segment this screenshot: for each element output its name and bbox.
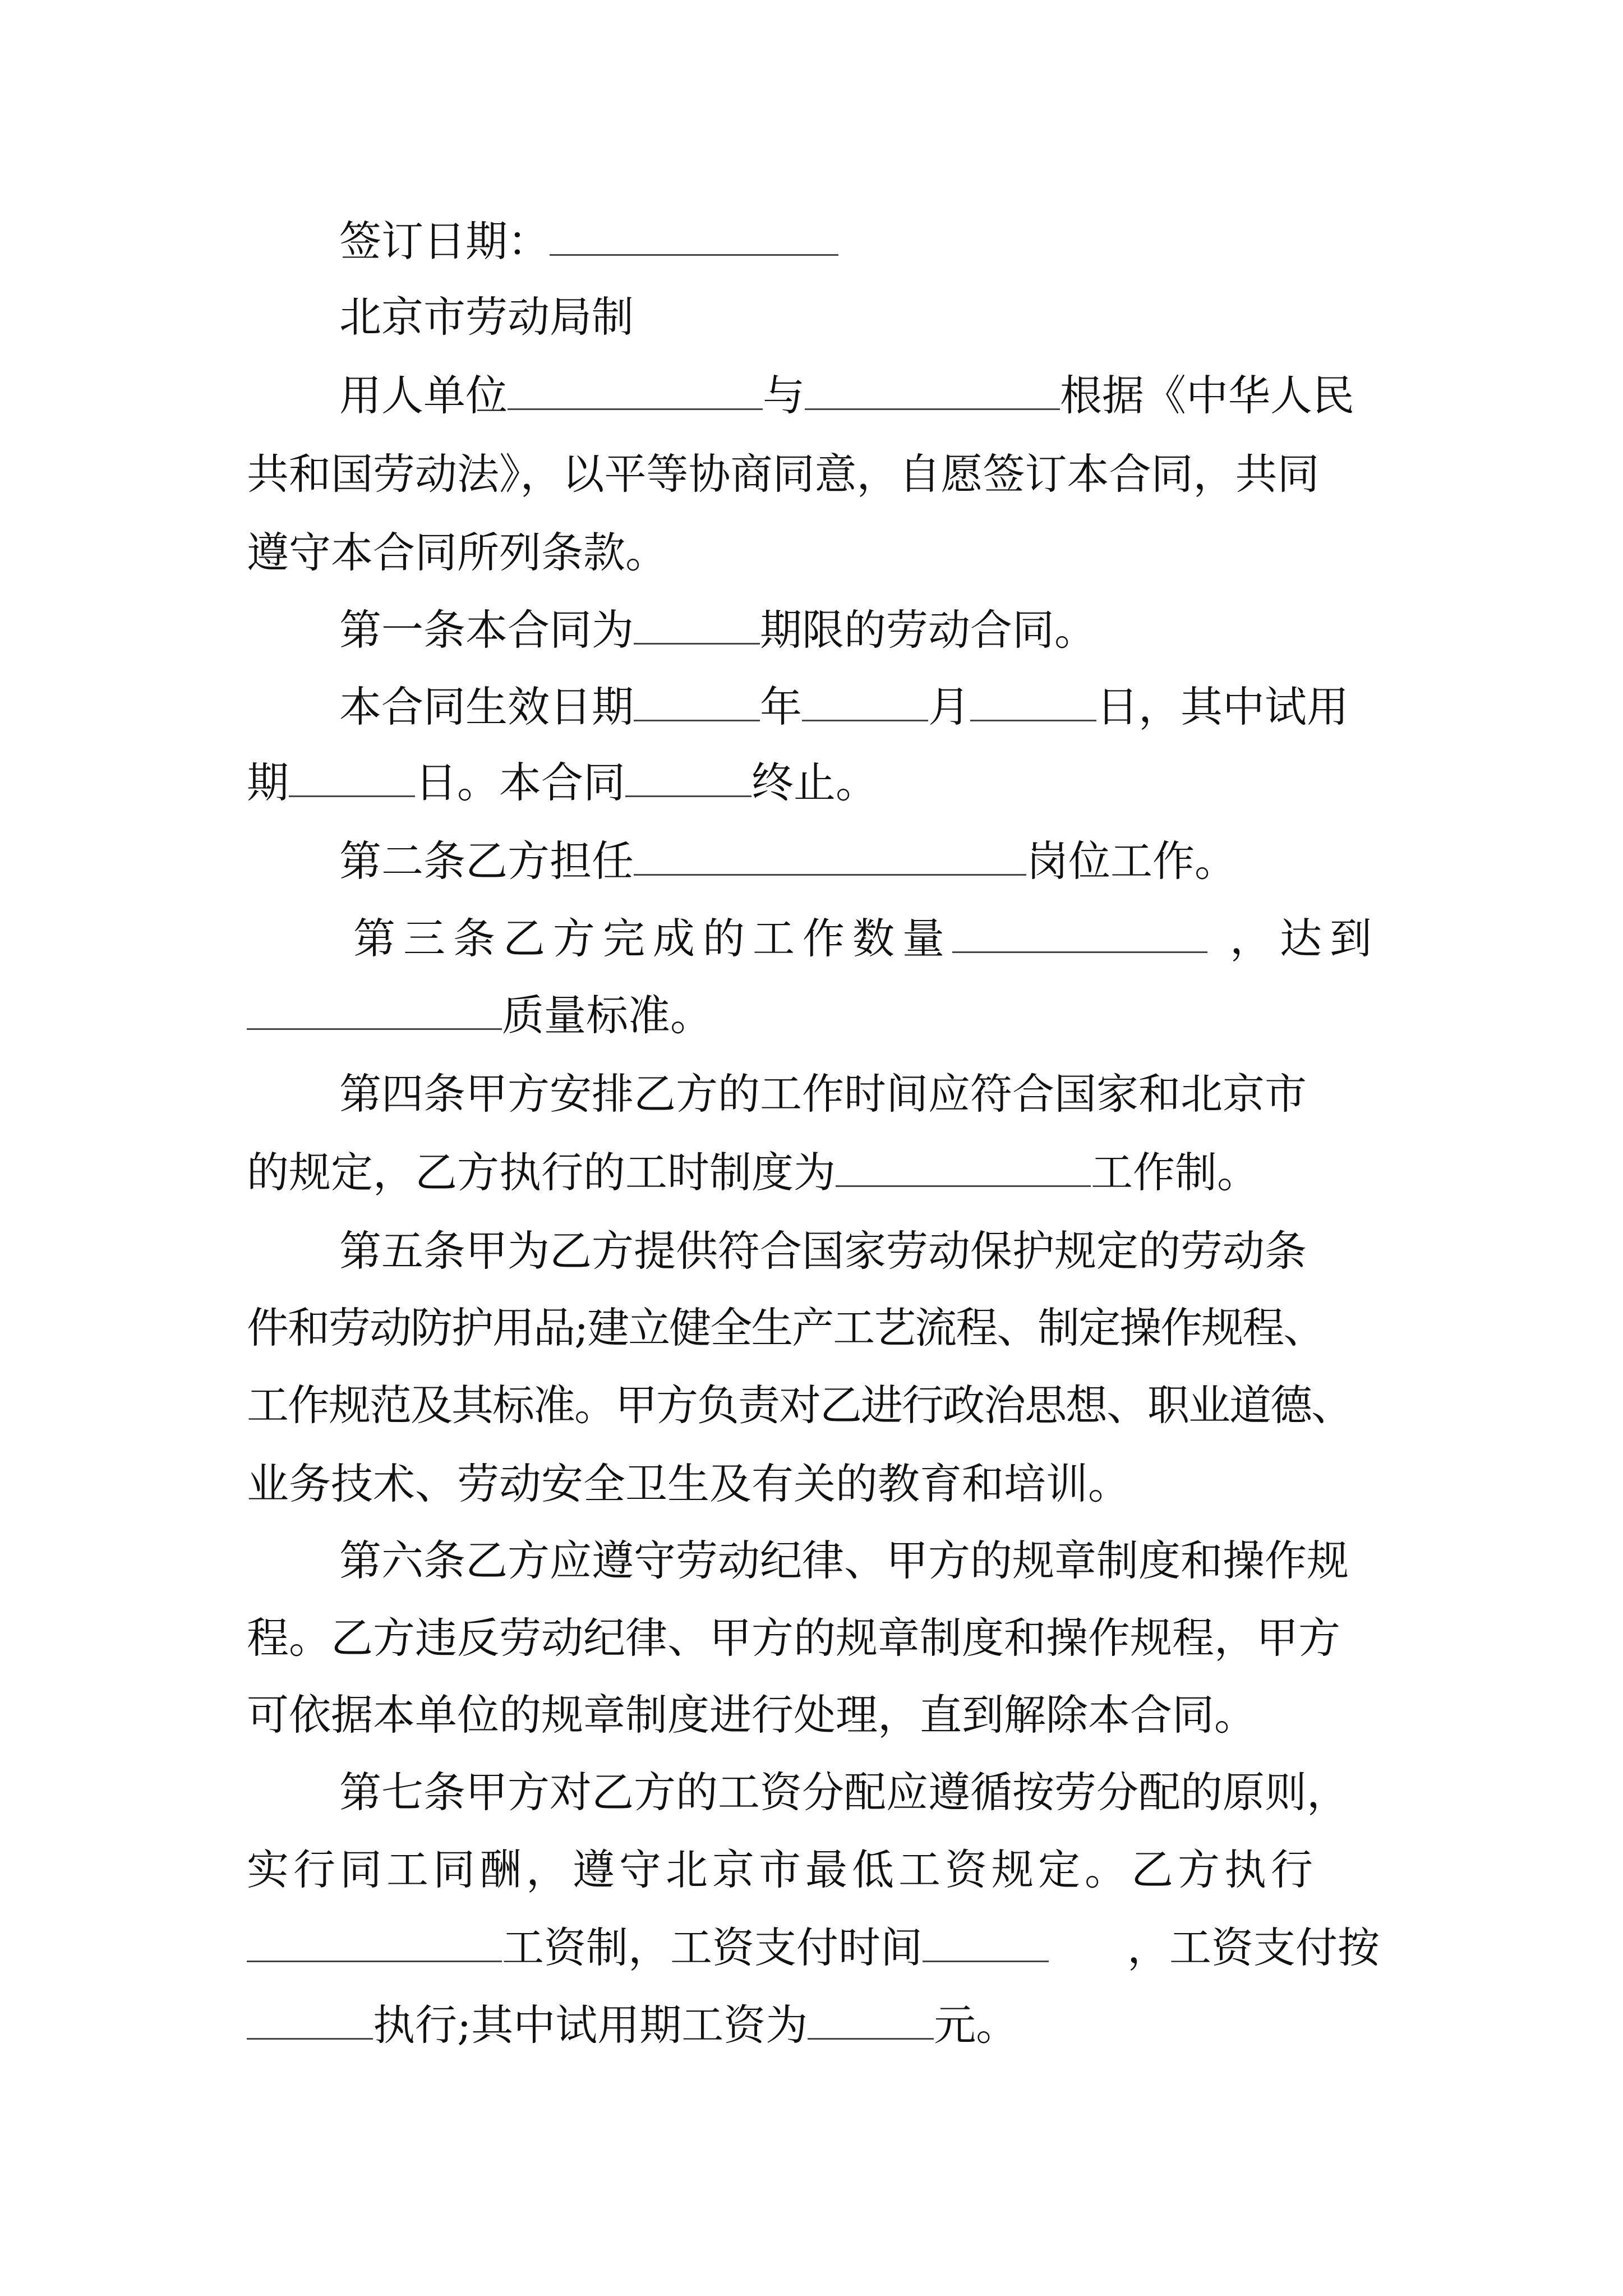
- work-quantity-blank[interactable]: [952, 915, 1207, 953]
- art6-text: 程。乙方违反劳动纪律、甲方的规章制度和操作规程，甲方: [247, 1613, 1341, 1663]
- intro-text: 与: [763, 371, 805, 420]
- art1-text: 第一条本合同为: [339, 605, 634, 655]
- art5-line-1: [339, 1217, 1307, 1285]
- working-hours-system-blank[interactable]: [836, 1149, 1091, 1187]
- quality-standard-blank[interactable]: [247, 992, 502, 1030]
- intro-line-3: [247, 519, 667, 586]
- art5-text: 第五条甲为乙方提供符合国家劳动保护规定的劳动条: [339, 1226, 1307, 1276]
- intro-text: 共和国劳动法》，以平等协商同意，自愿签订本合同，共同: [247, 449, 1320, 499]
- month-blank[interactable]: [802, 684, 928, 721]
- issuer-text: 北京市劳动局制: [339, 292, 634, 342]
- pay-method-blank[interactable]: [247, 2002, 373, 2040]
- art5-line-2: [247, 1294, 1324, 1361]
- art1-line-2: [339, 673, 1349, 740]
- art7-text: 第七条甲方对乙方的工资分配应遵循按劳分配的原则，: [339, 1768, 1349, 1817]
- day-blank[interactable]: [970, 684, 1096, 721]
- art3-text: 第三条乙方完成的工作数量: [353, 914, 953, 963]
- art5-text: 件和劳动防护用品;建立健全生产工艺流程、制定操作规程、: [247, 1303, 1325, 1352]
- probation-days-blank[interactable]: [289, 760, 415, 797]
- position-blank[interactable]: [634, 838, 1026, 876]
- intro-text: 用人单位: [339, 371, 508, 420]
- art3-text: ，达到: [1229, 914, 1380, 963]
- art1-text: 日。本合同: [415, 758, 626, 807]
- art4-line-1: [339, 1060, 1307, 1128]
- art7-text: 执行;其中试用期工资为: [373, 2000, 808, 2050]
- sign-date-line: [339, 208, 838, 275]
- art7-text: 元。: [934, 2000, 1018, 2050]
- intro-text: 根据《中华人民: [1060, 371, 1355, 420]
- probation-wage-blank[interactable]: [808, 2002, 934, 2040]
- art2-text: 第二条乙方担任: [339, 836, 634, 886]
- art7-text: ，工资支付按: [1127, 1923, 1380, 1972]
- art4-text: 工作制。: [1091, 1148, 1260, 1197]
- art4-line-2: [247, 1139, 1259, 1206]
- art1-text: 本合同生效日期: [339, 682, 634, 731]
- sign-date-label: 签订日期：: [339, 217, 550, 266]
- art5-line-4: [247, 1450, 1130, 1517]
- intro-text: 遵守本合同所列条款。: [247, 528, 668, 577]
- pay-time-blank[interactable]: [923, 1925, 1049, 1962]
- art6-text: 可依据本单位的规章制度进行处理，直到解除本合同。: [247, 1690, 1257, 1740]
- art1-line-3: [247, 749, 878, 816]
- contract-term-blank[interactable]: [634, 607, 760, 645]
- termination-blank[interactable]: [625, 760, 751, 797]
- art4-text: 第四条甲方安排乙方的工作时间应符合国家和北京市: [339, 1069, 1307, 1119]
- art1-text: 月: [928, 682, 971, 731]
- art1-text: 年: [760, 682, 803, 731]
- art5-text: 业务技术、劳动安全卫生及有关的教育和培训。: [247, 1459, 1131, 1508]
- art7-line-1: [339, 1759, 1349, 1826]
- art1-text: 期限的劳动合同。: [760, 605, 1097, 655]
- art4-text: 的规定，乙方执行的工时制度为: [247, 1148, 836, 1197]
- art3-line-2: [247, 982, 712, 1049]
- art7-line-3: [247, 1914, 1380, 1981]
- art1-text: 日，其中试用: [1096, 682, 1349, 731]
- art1-text: 终止。: [751, 758, 878, 807]
- wage-system-blank[interactable]: [247, 1925, 502, 1962]
- art7-line-4: [247, 1991, 1018, 2059]
- intro-line-1: [339, 362, 1380, 429]
- art6-line-3: [247, 1681, 1256, 1749]
- year-blank[interactable]: [634, 684, 760, 721]
- art6-line-2: [247, 1604, 1340, 1672]
- art5-line-3: [247, 1372, 1352, 1439]
- employee-blank[interactable]: [805, 372, 1060, 410]
- sign-date-blank[interactable]: [550, 218, 838, 256]
- intro-line-2: [247, 440, 1320, 508]
- art7-line-2: [247, 1836, 1317, 1903]
- employer-blank[interactable]: [508, 372, 763, 410]
- art3-text: 质量标准。: [502, 991, 713, 1040]
- art3-line-1: [353, 905, 1380, 972]
- art6-text: 第六条乙方应遵守劳动纪律、甲方的规章制度和操作规: [339, 1536, 1349, 1585]
- art1-text: 期: [247, 758, 289, 807]
- art1-line-1: [339, 596, 1096, 664]
- art7-text: 实行同工同酬，遵守北京市最低工资规定。乙方执行: [247, 1845, 1318, 1894]
- art6-line-1: [339, 1527, 1349, 1594]
- art5-text: 工作规范及其标准。甲方负责对乙进行政治思想、职业道德、: [247, 1381, 1353, 1430]
- art2-text: 岗位工作。: [1026, 836, 1237, 886]
- art2-line-1: [339, 827, 1237, 895]
- art7-text: 工资制，工资支付时间: [502, 1923, 923, 1972]
- issuer-line: [339, 283, 634, 351]
